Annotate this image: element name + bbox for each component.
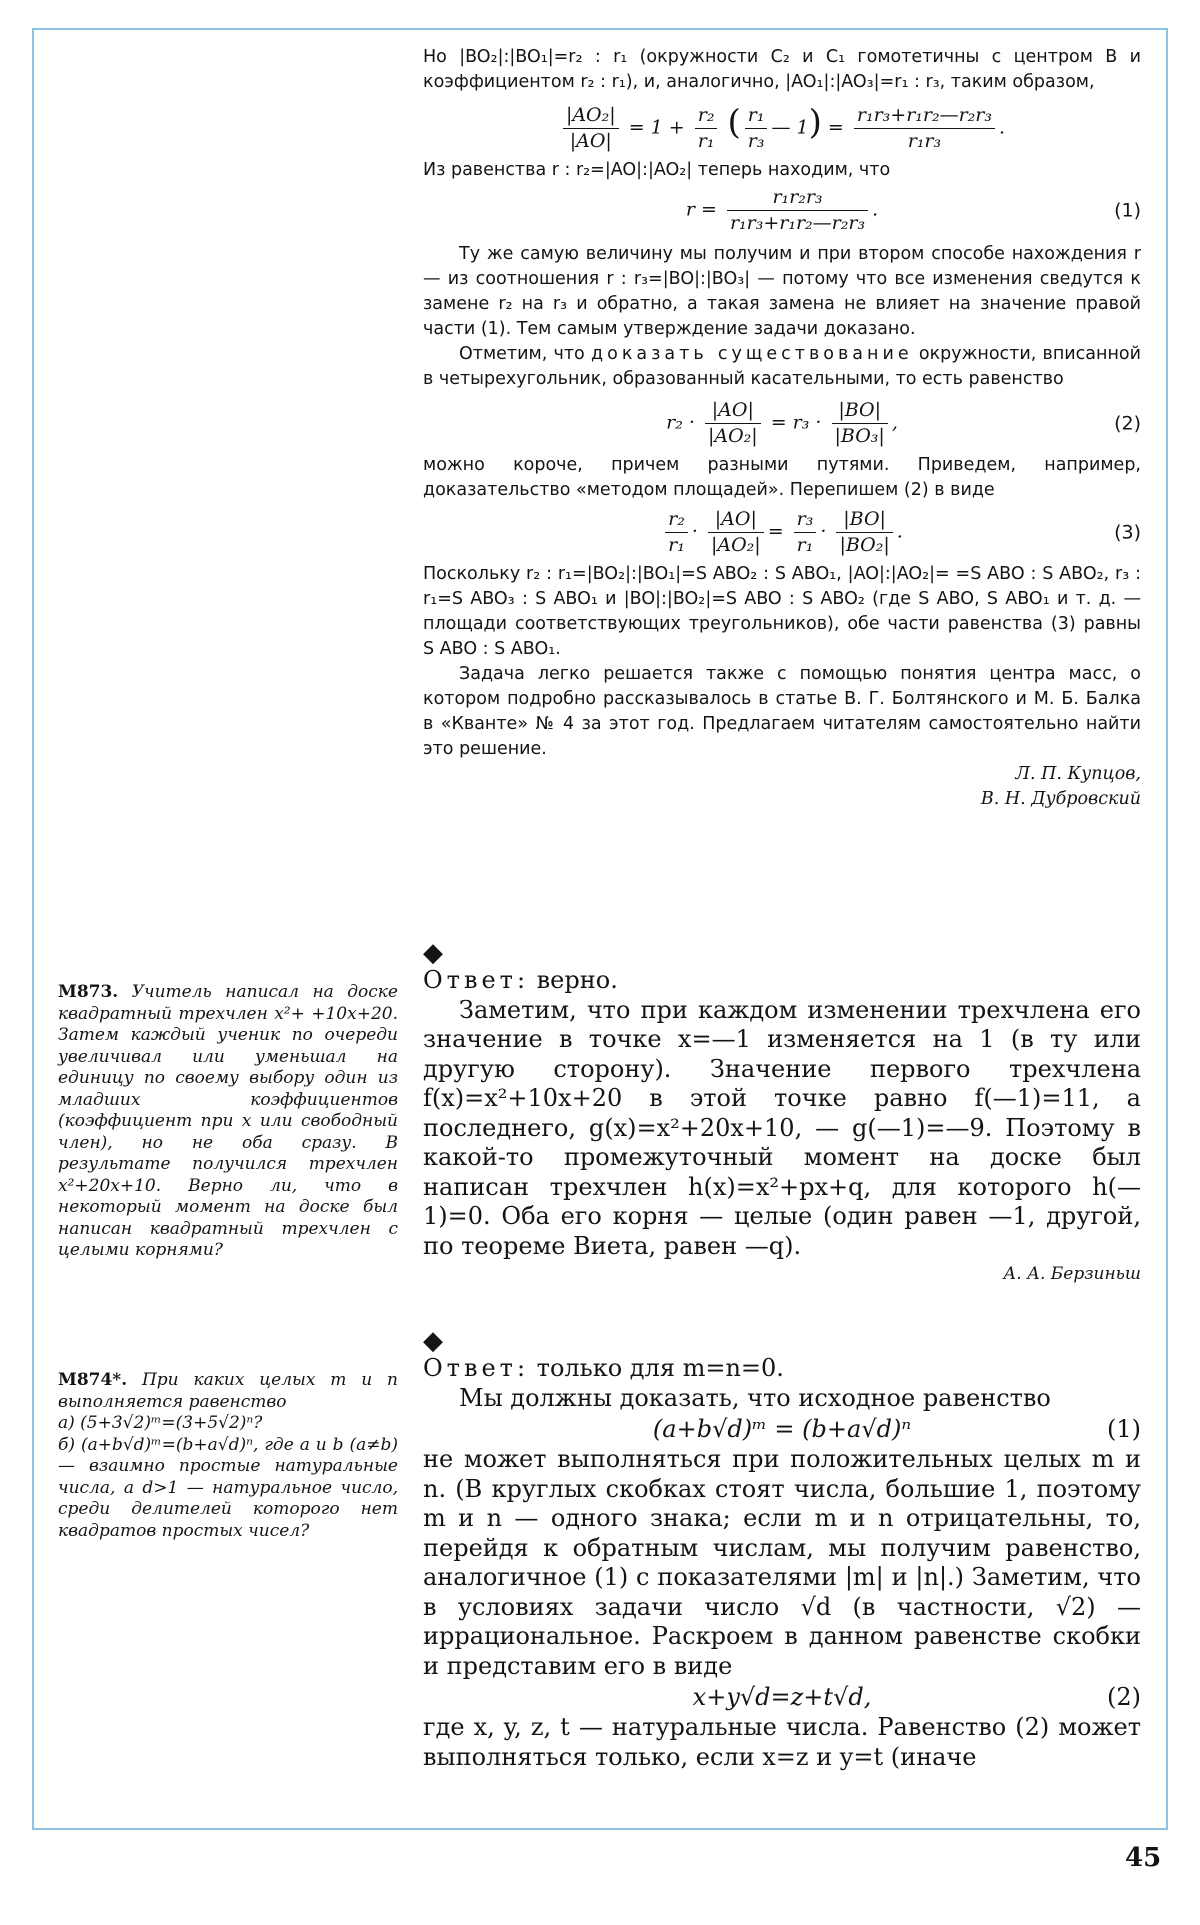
fraction (832, 398, 888, 449)
paragraph: Задача легко решается также с помощью понятия центра масс, о котором подробно рассказывалось в статье В. Г. Болтянского и М. Б. Балка в «Кванте» № 4 за этот год. Предлагаем читателям самостоятельно найти это решение. (423, 664, 1141, 759)
problem-m873 (58, 982, 398, 1262)
paragraph (423, 342, 1141, 392)
numerator: |BO| (836, 507, 892, 533)
numerator: r₃ (794, 507, 817, 533)
paren: ( (727, 102, 741, 143)
fraction (705, 398, 761, 449)
problem-text: Учитель написал на доске квадратный трехчлен x²+ +10x+20. Затем каждый ученик по очереди увеличивал или уменьшал на единицу по своему выбору один из младших коэффициентов (коэффициент при x или свободный член), но не оба сразу. В результате получился трехчлен x²+20x+10. Верно ли, что в некоторый момент на доске был написан квадратный трехчлен с целыми корнями? (58, 982, 398, 1260)
text: окружности, вписанной в четырехугольник, образованный касательными, то есть равенство (423, 344, 1141, 389)
paragraph: не может выполняться при положительных целых m и n. (В круглых скобках стоят числа, большие 1, поэтому m и n — одного знака; если m и n отрицательны, то, перейдя к обратным числам, мы получим равенство, аналогичное (1) с показателями |m| и |n|.) Заметим, что в условиях задачи число √d (в частности, √2) — иррациональное. Раскроем в данном равенстве скобки и представим его в виде (423, 1445, 1141, 1680)
fraction (665, 507, 688, 558)
numerator: r₂ (665, 507, 688, 533)
paragraph: Из равенства r : r₂=|AO|:|AO₂| теперь находим, что (423, 160, 891, 180)
fraction (854, 103, 995, 154)
equation-1 (423, 1413, 1141, 1445)
numerator: |AO| (708, 507, 764, 533)
equation-number: (1) (1107, 1415, 1141, 1443)
numerator: r₁r₃+r₁r₂—r₂r₃ (854, 103, 995, 129)
denominator: r₁r₃ (907, 130, 942, 152)
denominator: r₁ (668, 534, 685, 556)
fraction (727, 185, 868, 236)
page-number: 45 (1125, 1843, 1162, 1873)
fraction (708, 507, 764, 558)
denominator: |BO₂| (839, 534, 890, 556)
formula-3: r₂ · $\frac{|AO|}{\text{|AO₂|}}$ = r₃ · $\frac{|BO|}{\text{|BO₃|}}$ , (2) (666, 399, 1141, 447)
equation-number: (3) (1114, 521, 1141, 543)
solution-m873 (423, 940, 1141, 1287)
answer-text: только для m=n=0. (536, 1354, 784, 1382)
diamond-icon: ◆ (423, 1326, 443, 1356)
denominator: r₁r₃+r₁r₂—r₂r₃ (729, 212, 866, 234)
paragraph: где x, y, z, t — натуральные числа. Равенство (2) может выполняться только, если x=z и y=t (иначе (423, 1713, 1141, 1771)
text: Отметим, что (459, 344, 585, 364)
denominator: |AO₂| (710, 534, 761, 556)
problem-part-a: а) (5+3√2)ᵐ=(3+5√2)ⁿ? (58, 1413, 263, 1433)
equation-number: (2) (1114, 412, 1141, 434)
spaced-text: доказать существование (591, 344, 913, 364)
numerator: r₁r₂r₃ (727, 185, 868, 211)
author-signature: В. Н. Дубровский (980, 789, 1141, 809)
author-signature: Л. П. Купцов, (1015, 764, 1141, 784)
problem-m874 (58, 1370, 398, 1542)
top-section (423, 45, 1141, 812)
problem-label: М873. (58, 982, 119, 1002)
fraction (745, 103, 768, 154)
paragraph: можно короче, причем разными путями. Приведем, например, доказательство «методом площадей». Перепишем (2) в виде (423, 455, 1141, 500)
diamond-icon: ◆ (423, 938, 443, 968)
answer-label: Ответ: (423, 966, 530, 994)
equation-number: (2) (1107, 1683, 1141, 1711)
problem-text: При каких целых m и n выполняется равенство (58, 1370, 398, 1412)
denominator: r₁ (796, 534, 814, 556)
fraction (794, 507, 817, 558)
problem-part-b: б) (a+b√d)ᵐ=(b+a√d)ⁿ, где a и b (a≠b) — взаимно простые натуральные числа, а d>1 — натуральное число, среди делителей которого нет квадратов простых чисел? (58, 1434, 398, 1541)
numerator: r₁ (745, 103, 768, 129)
author-signature: А. А. Берзиньш (1003, 1264, 1141, 1284)
equation-2 (423, 1681, 1141, 1713)
formula-text: x+y√d=z+t√d, (692, 1683, 872, 1711)
formula-1: $\frac{\text{|AO₂|}}{|AO|}$ = 1 + $\frac{\text{r₂}}{\text{r₁}}$ ( $\frac{\text{r₁}}{\text{r₃}}$ — 1) = $\frac{\text{r₁r₃+r₁r₂—r₂r₃}}{\text{r₁r₃}}$ . (423, 103, 1141, 154)
formula-text: r₂ · (666, 411, 695, 434)
denominator: r₁ (697, 130, 715, 152)
paragraph: Заметим, что при каждом изменении трехчлена его значение в точке x=—1 изменяется на 1 (в ту или другую сторону). Значение первого трехчлена f(x)=x²+10x+20 в этой точке равно f(—1)=11, а последнего, g(x)=x²+20x+10, — g(—1)=—9. Поэтому в какой-то промежуточный момент на доске был написан трехчлен h(x)=x²+px+q, для которого h(—1)=0. Оба его корня — целые (один равен —1, другой, по теореме Виета, равен —q). (423, 995, 1141, 1260)
formula-4: $\frac{\text{r₂}}{\text{r₁}}$ · $\frac{|AO|}{\text{|AO₂|}}$ = $\frac{\text{r₃}}{\text{r₁}}$ · $\frac{|BO|}{\text{|BO₂|}}$ . (3) (423, 507, 1141, 558)
equation-number: (1) (1114, 199, 1141, 221)
problem-label: М874*. (58, 1370, 128, 1390)
numerator: r₂ (695, 103, 718, 129)
solution-m874 (423, 1328, 1141, 1772)
numerator: |AO₂| (563, 103, 619, 129)
answer (423, 1354, 1141, 1384)
denominator: |AO₂| (707, 425, 758, 447)
paragraph: Ту же самую величину мы получим и при втором способе нахождения r — из соотношения r : r₃=|BO|:|BO₃| — потому что все изменения сведутся к замене r₂ на r₃ и обратно, а такая замена не влияет на значение правой части (1). Тем самым утверждение задачи доказано. (423, 244, 1141, 339)
paren: ) (808, 102, 822, 143)
denominator: |AO| (569, 130, 612, 152)
paragraph: Мы должны доказать, что исходное равенство (459, 1383, 1051, 1412)
fraction (563, 103, 619, 154)
numerator: |AO| (705, 398, 761, 424)
fraction (695, 103, 718, 154)
numerator: |BO| (832, 398, 888, 424)
formula-text: r = (685, 198, 717, 221)
fraction (836, 507, 892, 558)
answer-label: Ответ: (423, 1354, 530, 1382)
denominator: |BO₃| (834, 425, 885, 447)
formula-text: = 1 + (628, 116, 691, 139)
formula-2: r = $\frac{\text{r₁r₂r₃}}{\text{r₁r₃+r₁r₂—r₂r₃}}$ . (1) (685, 186, 1141, 234)
paragraph: Поскольку r₂ : r₁=|BO₂|:|BO₁|=S ABO₂ : S ABO₁, |AO|:|AO₂|= =S ABO : S ABO₂, r₃ : r₁=S ABO₃ : S ABO₁ и |BO|:|BO₂|=S ABO : S ABO₂ (где S ABO, S ABO₁ и т. д. — площади соответствующих треугольников), обе части равенства (3) равны S ABO : S ABO₁. (423, 564, 1141, 659)
denominator: r₃ (747, 130, 765, 152)
answer (423, 966, 1141, 996)
paragraph: Но |BO₂|:|BO₁|=r₂ : r₁ (окружности C₂ и C₁ гомотетичны с центром B и коэффициентом r₂ : r₁), и, аналогично, |AO₁|:|AO₃|=r₁ : r₃, таким образом, (423, 47, 1141, 92)
formula-text: — 1 (771, 116, 809, 139)
formula-text: (a+b√d)ᵐ = (b+a√d)ⁿ (652, 1415, 912, 1443)
answer-text: верно. (536, 966, 618, 994)
formula-text: = r₃ · (770, 411, 822, 434)
